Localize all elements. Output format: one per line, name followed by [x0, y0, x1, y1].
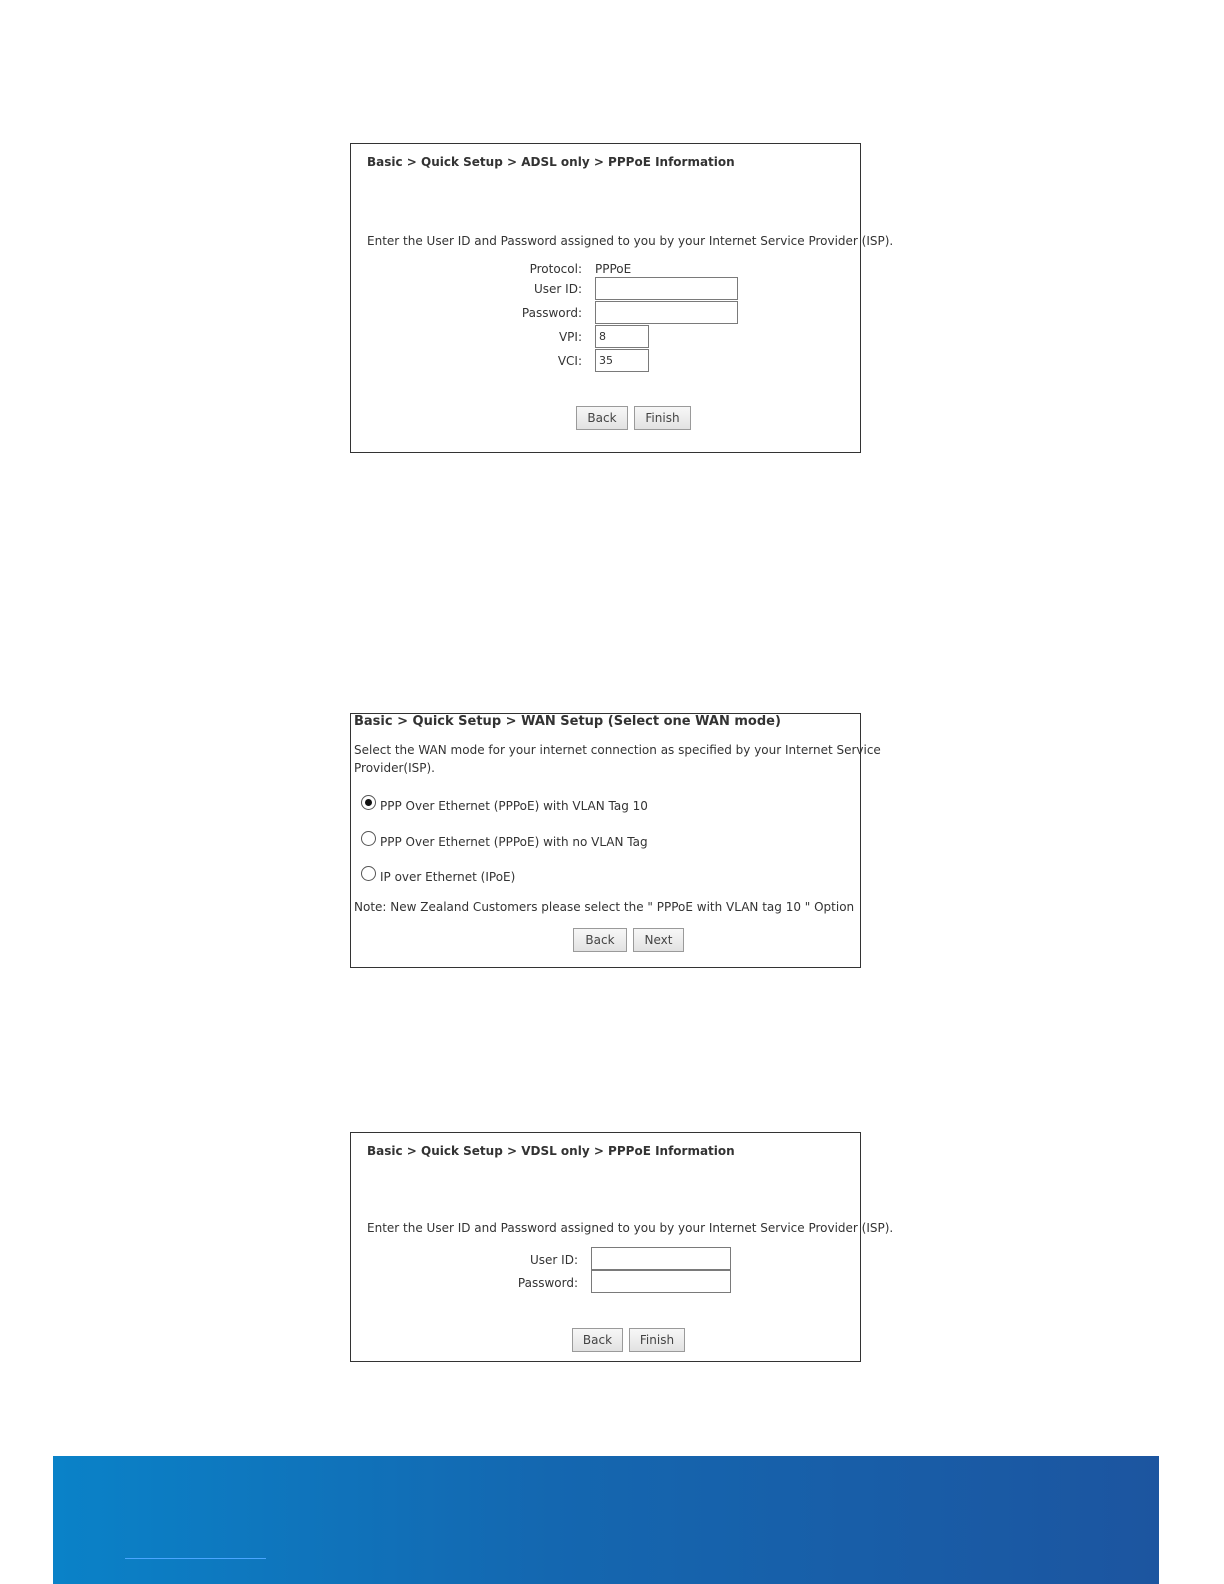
wan-mode-option-label: IP over Ethernet (IPoE): [380, 870, 516, 884]
vpi-input[interactable]: [595, 325, 649, 348]
protocol-label: Protocol:: [529, 262, 582, 276]
breadcrumb: Basic > Quick Setup > ADSL only > PPPoE Information: [367, 155, 735, 169]
userid-input[interactable]: [591, 1247, 731, 1270]
wan-mode-radio-pppoe-novlan[interactable]: [361, 831, 376, 846]
back-button[interactable]: Back: [576, 406, 628, 430]
next-button[interactable]: Next: [633, 928, 684, 952]
instruction-line2: Provider(ISP).: [354, 761, 435, 775]
protocol-value: PPPoE: [595, 262, 632, 276]
footer-banner: [53, 1456, 1159, 1584]
note-text: Note: New Zealand Customers please select the " PPPoE with VLAN tag 10 " Option: [354, 900, 855, 914]
breadcrumb: Basic > Quick Setup > VDSL only > PPPoE Information: [367, 1144, 735, 1158]
adsl-pppoe-panel: [350, 143, 894, 453]
password-input[interactable]: [595, 301, 738, 324]
password-label: Password:: [517, 1276, 578, 1290]
vpi-label: VPI:: [558, 330, 582, 344]
password-input[interactable]: [591, 1270, 731, 1293]
wan-mode-option-label: PPP Over Ethernet (PPPoE) with VLAN Tag 10: [380, 799, 648, 813]
wan-setup-panel: [350, 713, 881, 968]
footer-link-underline[interactable]: [125, 1558, 266, 1559]
userid-label: User ID:: [534, 282, 582, 296]
finish-button[interactable]: Finish: [629, 1328, 685, 1352]
wan-mode-radio-pppoe-vlan10[interactable]: [361, 795, 376, 810]
instruction-text: Enter the User ID and Password assigned to you by your Internet Service Provider (ISP).: [367, 1221, 894, 1235]
userid-label: User ID:: [530, 1253, 578, 1267]
back-button[interactable]: Back: [572, 1328, 623, 1352]
breadcrumb: Basic > Quick Setup > WAN Setup (Select one WAN mode): [354, 714, 781, 729]
wan-mode-radio-ipoe[interactable]: [361, 866, 376, 881]
vdsl-pppoe-panel: [350, 1132, 894, 1362]
instruction-text: Enter the User ID and Password assigned to you by your Internet Service Provider (ISP).: [367, 234, 894, 248]
userid-input[interactable]: [595, 277, 738, 300]
vci-input[interactable]: [595, 349, 649, 372]
vci-label: VCI:: [557, 354, 582, 368]
radio-selected-dot: [365, 799, 372, 806]
back-button[interactable]: Back: [573, 928, 627, 952]
password-label: Password:: [521, 306, 582, 320]
wan-mode-option-label: PPP Over Ethernet (PPPoE) with no VLAN Tag: [380, 835, 648, 849]
instruction-line1: Select the WAN mode for your internet connection as specified by your Internet Service: [354, 743, 881, 757]
finish-button[interactable]: Finish: [634, 406, 691, 430]
